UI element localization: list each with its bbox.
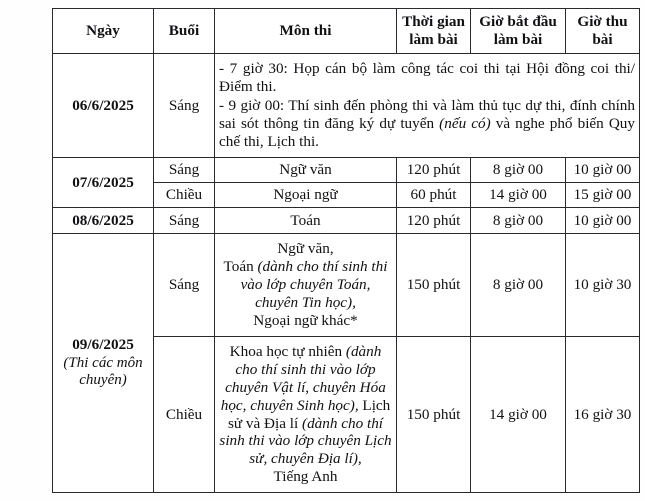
cell-duration-1: 120 phút (397, 158, 471, 183)
table-row (53, 158, 640, 183)
column-header-duration-line2: làm bài (409, 31, 458, 48)
cell-subject-0 (215, 54, 640, 158)
column-header-subject: Môn thi (215, 9, 397, 54)
subject-4-plain: Toán (223, 258, 258, 276)
cell-subject-2: Ngoại ngữ (215, 183, 397, 208)
cell-duration-5: 150 phút (397, 337, 471, 493)
cell-session-2: Chiều (154, 183, 215, 208)
cell-duration-3: 120 phút (397, 208, 471, 234)
table-row (53, 208, 640, 234)
column-header-session: Buổi (154, 9, 215, 54)
cell-subject-0-paragraph-1: - 7 giờ 30: Họp cán bộ làm công tác coi thi tại Hội đồng coi thi/Điểm thi. (219, 60, 635, 96)
cell-subject-4 (215, 234, 397, 337)
cell-session-0: Sáng (154, 54, 215, 158)
cell-start-time-5: 14 giờ 00 (471, 337, 566, 493)
cell-session-5: Chiều (154, 337, 215, 493)
table-body (53, 54, 640, 493)
column-header-duration (397, 9, 471, 54)
cell-date-4-note: (Thi các môn chuyên) (63, 355, 143, 389)
cell-end-time-4: 10 giờ 30 (566, 234, 640, 337)
cell-end-time-5: 16 giờ 30 (566, 337, 640, 493)
subject-4-italic: (dành cho thí sinh thi vào lớp chuyên Toán, chuyên Tin học), (240, 258, 388, 311)
cell-start-time-3: 8 giờ 00 (471, 208, 566, 234)
cell-subject-4-line-2 (224, 258, 388, 311)
exam-schedule-table (52, 8, 640, 493)
subject-5-italic-2: (dành cho thí sinh thi vào lớp chuyên Lịch sử, chuyên Địa lí), (219, 414, 392, 468)
subject-5-plain-2: Lịch sử và Địa lí (227, 396, 391, 432)
column-header-start-time-line2: làm bài (493, 31, 543, 48)
subject-5-plain-1: Khoa học tự nhiên (229, 342, 346, 360)
cell-date-0: 06/6/2025 (53, 54, 154, 158)
cell-date-4 (53, 234, 154, 493)
column-header-start-time-line1: Giờ bắt đầu (479, 13, 557, 31)
subject-0-p2-part-c: và nghe phổ biến Quy chế thi, Lịch thi. (219, 114, 635, 150)
column-header-date: Ngày (53, 9, 154, 54)
cell-start-time-2: 14 giờ 00 (471, 183, 566, 208)
cell-session-4: Sáng (154, 234, 215, 337)
cell-date-4-value: 09/6/2025 (72, 336, 134, 354)
cell-date-1: 07/6/2025 (53, 158, 154, 208)
cell-subject-4-line-3: Ngoại ngữ khác* (253, 311, 358, 329)
header-row (53, 9, 640, 54)
cell-start-time-4: 8 giờ 00 (471, 234, 566, 337)
cell-subject-0-paragraph-2 (219, 97, 635, 151)
table-row (53, 234, 640, 337)
cell-subject-5 (215, 337, 397, 493)
cell-end-time-2: 15 giờ 00 (566, 183, 640, 208)
cell-session-1: Sáng (154, 158, 215, 183)
cell-start-time-1: 8 giờ 00 (471, 158, 566, 183)
cell-duration-2: 60 phút (397, 183, 471, 208)
cell-subject-4-line-1: Ngữ văn, (277, 240, 334, 258)
subject-0-p2-part-a: - 9 giờ 00: Thí sinh đến phòng thi và làm thủ tục dự thi, đính chính sai sót thông tin đăng ký dự tuyển (219, 97, 635, 132)
cell-session-3: Sáng (154, 208, 215, 234)
column-header-end-time-line2: bài (592, 31, 613, 48)
cell-date-3: 08/6/2025 (53, 208, 154, 234)
column-header-start-time (471, 9, 566, 54)
cell-end-time-3: 10 giờ 00 (566, 208, 640, 234)
column-header-duration-line1: Thời gian (402, 13, 465, 31)
cell-subject-1: Ngữ văn (215, 158, 397, 183)
subject-0-p2-part-b-italic: (nếu có) (439, 114, 491, 132)
table-row (53, 54, 640, 158)
cell-subject-5-line-3: Tiếng Anh (273, 468, 338, 486)
column-header-end-time (566, 9, 640, 54)
subject-5-italic-1: (dành cho thí sinh thi vào lớp chuyên Vật lí, chuyên Hóa học, chuyên Sinh học), (220, 342, 386, 414)
cell-duration-4: 150 phút (397, 234, 471, 337)
column-header-end-time-line1: Giờ thu (577, 13, 628, 31)
cell-subject-3: Toán (215, 208, 397, 234)
cell-end-time-1: 10 giờ 00 (566, 158, 640, 183)
table-header (53, 9, 640, 54)
